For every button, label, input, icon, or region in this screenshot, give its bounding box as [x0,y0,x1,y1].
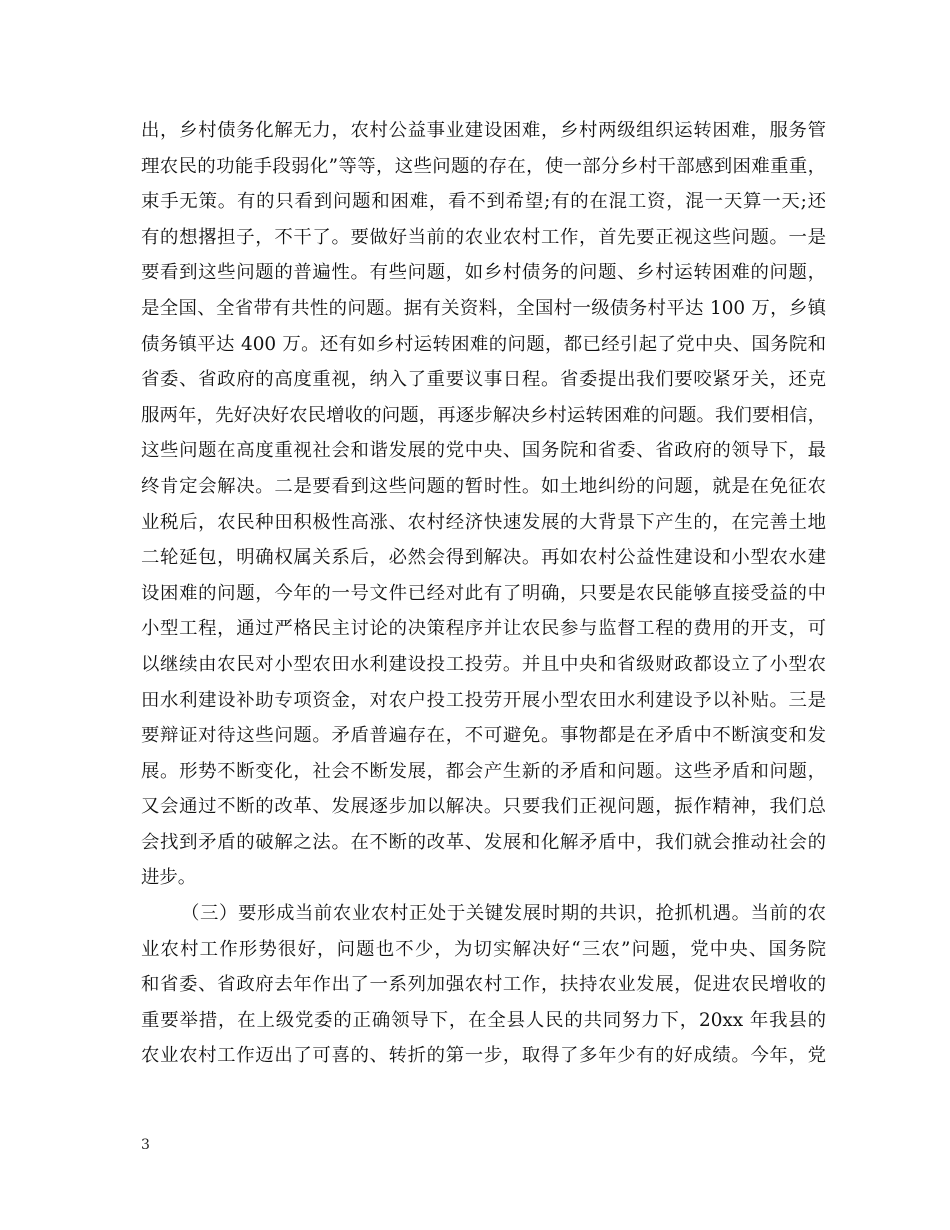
text-line: 省委、省政府的高度重视，纳入了重要议事日程。省委提出我们要咬紧牙关，还克 [141,369,826,391]
text-line: 终肯定会解决。二是要看到这些问题的暂时性。如土地纠纷的问题，就是在免征农 [141,475,826,497]
text-line: 业税后，农民种田积极性高涨、农村经济快速发展的大背景下产生的，在完善土地 [141,511,826,533]
text-line: 重要举措，在上级党委的正确领导下，在全县人民的共同努力下，20xx 年我县的 [141,1009,826,1031]
text-line: 农业农村工作迈出了可喜的、转折的第一步，取得了多年少有的好成绩。今年，党 [141,1045,826,1067]
text-line: 小型工程，通过严格民主讨论的决策程序并让农民参与监督工程的费用的开支，可 [141,618,826,640]
text-line: 以继续由农民对小型农田水利建设投工投劳。并且中央和省级财政都设立了小型农 [141,653,826,675]
text-line: 展。形势不断变化，社会不断发展，都会产生新的矛盾和问题。这些矛盾和问题， [141,760,826,782]
text-line: 要辩证对待这些问题。矛盾普遍存在，不可避免。事物都是在矛盾中不断演变和发 [141,725,826,747]
text-line: 是全国、全省带有共性的问题。据有关资料，全国村一级债务村平达 100 万，乡镇 [141,297,826,319]
text-line: 业农村工作形势很好，问题也不少，为切实解决好“三农”问题，党中央、国务院 [141,938,826,960]
text-line: 债务镇平达 400 万。还有如乡村运转困难的问题，都已经引起了党中央、国务院和 [141,333,826,355]
text-line: 设困难的问题，今年的一号文件已经对此有了明确，只要是农民能够直接受益的中 [141,582,826,604]
paragraph-end-line: 进步。 [141,867,197,889]
page-number: 3 [141,1137,150,1153]
text-line: 束手无策。有的只看到问题和困难，看不到希望;有的在混工资，混一天算一天;还 [141,191,826,213]
text-line: 田水利建设补助专项资金，对农户投工投劳开展小型农田水利建设予以补贴。三是 [141,689,826,711]
text-line: 有的想撂担子，不干了。要做好当前的农业农村工作，首先要正视这些问题。一是 [141,226,826,248]
text-line: 出，乡村债务化解无力，农村公益事业建设困难，乡村两级组织运转困难，服务管 [141,120,826,141]
text-line: 要看到这些问题的普遍性。有些问题，如乡村债务的问题、乡村运转困难的问题， [141,262,826,284]
text-line: 服两年，先好决好农民增收的问题，再逐步解决乡村运转困难的问题。我们要相信， [141,404,826,426]
text-line: 和省委、省政府去年作出了一系列加强农村工作，扶持农业发展，促进农民增收的 [141,974,826,996]
text-line: 理农民的功能手段弱化”等等，这些问题的存在，使一部分乡村干部感到困难重重， [141,155,826,177]
text-line: 又会通过不断的改革、发展逐步加以解决。只要我们正视问题，振作精神，我们总 [141,796,826,818]
body-text [141,113,826,1074]
text-line: 二轮延包，明确权属关系后，必然会得到解决。再如农村公益性建设和小型农水建 [141,547,826,569]
text-line: 这些问题在高度重视社会和谐发展的党中央、国务院和省委、省政府的领导下，最 [141,440,826,462]
text-line: 会找到矛盾的破解之法。在不断的改革、发展和化解矛盾中，我们就会推动社会的 [141,831,826,853]
section-heading-line: （三）要形成当前农业农村正处于关键发展时期的共识，抢抓机遇。当前的农 [181,903,826,925]
